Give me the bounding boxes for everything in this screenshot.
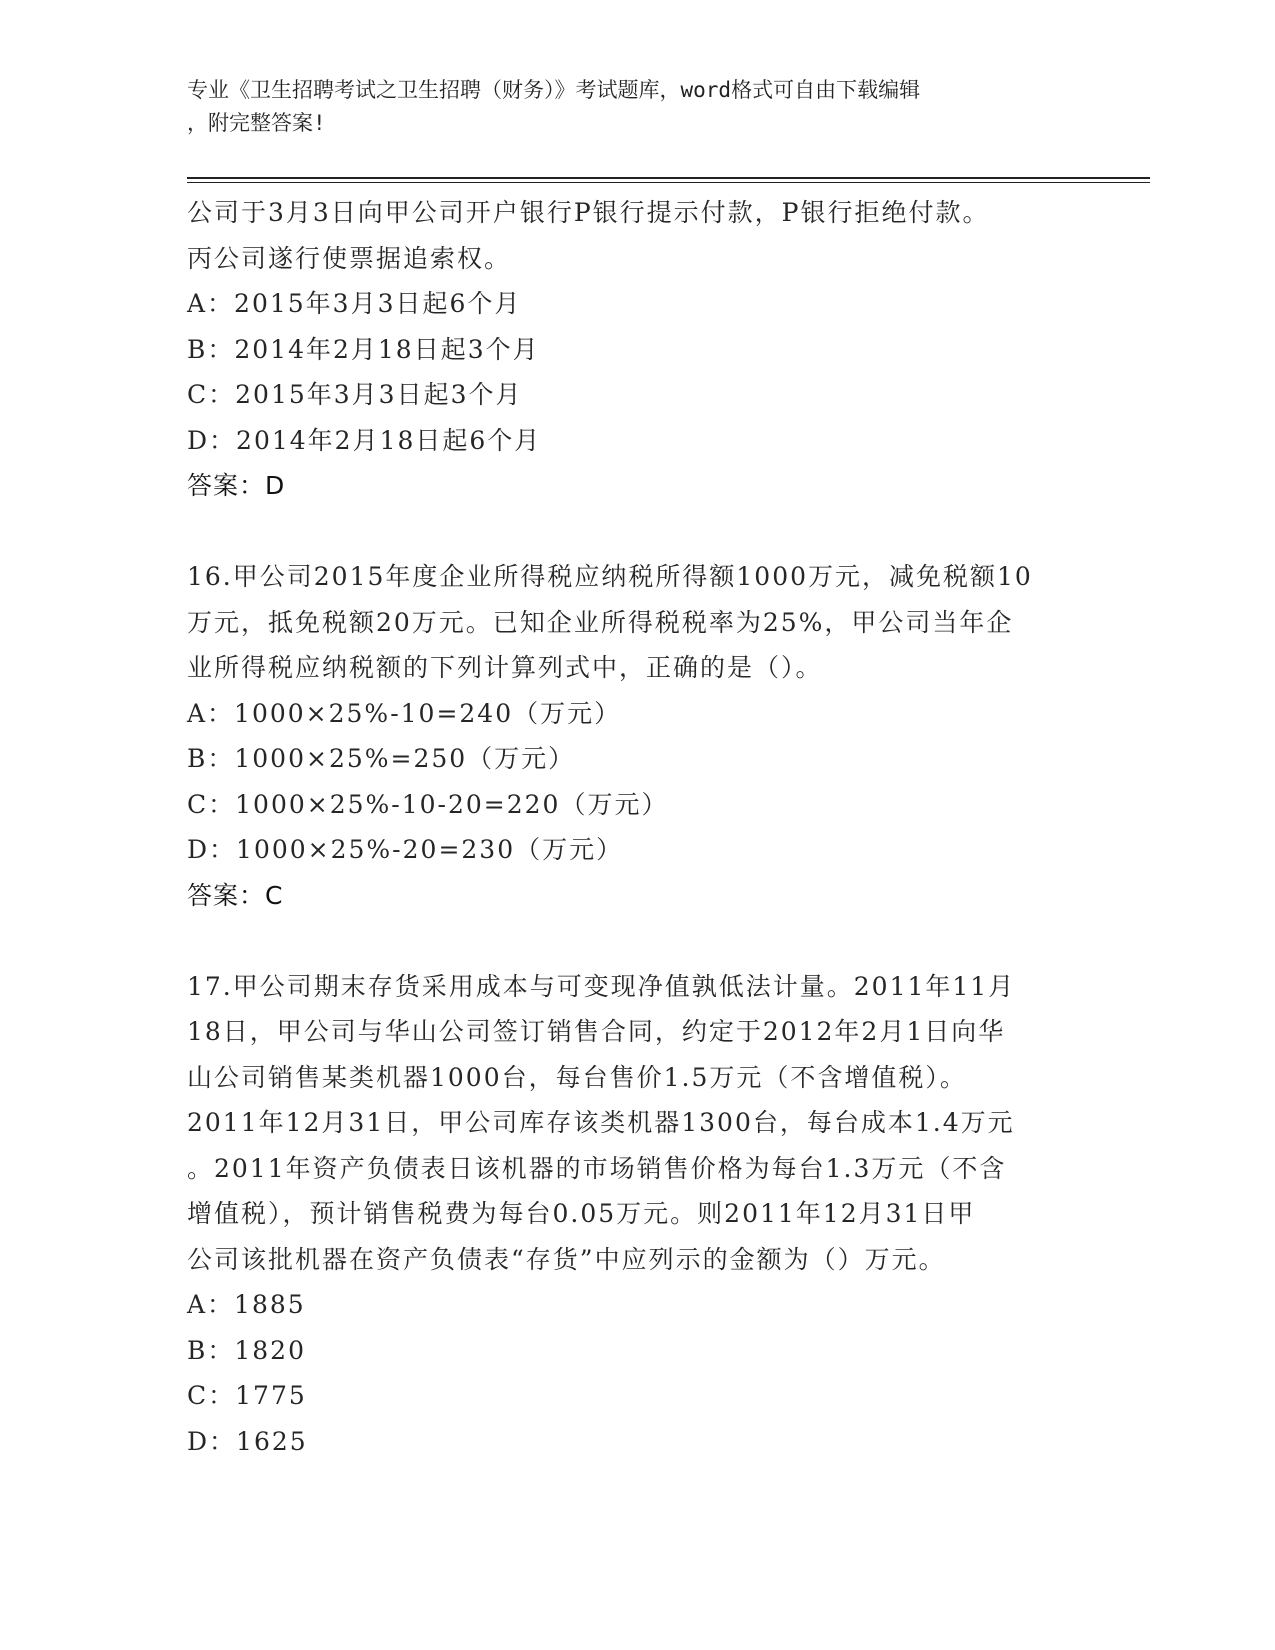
question-text-line: 公司该批机器在资产负债表“存货”中应列示的金额为（）万元。 <box>187 1244 946 1274</box>
question-15 <box>187 190 1087 509</box>
question-text-line: 17.甲公司期末存货采用成本与可变现净值孰低法计量。2011年11月 <box>187 971 1016 1001</box>
answer-line: 答案：D <box>187 471 286 500</box>
option-b: B：1000×25%=250（万元） <box>187 744 576 773</box>
spacer <box>187 509 1087 555</box>
header-line: ，附完整答案! <box>187 111 326 135</box>
question-content <box>187 190 1087 1464</box>
question-text-line: 。2011年资产负债表日该机器的市场销售价格为每台1.3万元（不含 <box>187 1153 1007 1183</box>
question-text-line: 山公司销售某类机器1000台，每台售价1.5万元（不含增值税）。 <box>187 1062 967 1092</box>
option-a: A：1000×25%-10=240（万元） <box>187 698 622 728</box>
option-d: D：1625 <box>187 1426 308 1456</box>
option-c: C：2015年3月3日起3个月 <box>187 380 523 409</box>
question-text-line: 丙公司遂行使票据追索权。 <box>187 243 512 273</box>
answer-line: 答案：C <box>187 880 284 910</box>
header-line: 专业《卫生招聘考试之卫生招聘（财务）》考试题库，word格式可自由下载编辑 <box>187 78 921 102</box>
question-text-line: 16.甲公司2015年度企业所得税应纳税所得额1000万元，减免税额10 <box>187 562 1033 591</box>
spacer <box>187 918 1087 964</box>
option-c: C：1000×25%-10-20=220（万元） <box>187 789 669 819</box>
question-text-line: 公司于3月3日向甲公司开户银行P银行提示付款，P银行拒绝付款。 <box>187 198 990 227</box>
option-a: A：1885 <box>187 1290 306 1319</box>
header-divider <box>187 177 1150 179</box>
question-17 <box>187 964 1087 1465</box>
option-b: B：2014年2月18日起3个月 <box>187 334 540 364</box>
option-d: D：2014年2月18日起6个月 <box>187 425 542 455</box>
document-header <box>187 74 1067 140</box>
question-16 <box>187 554 1087 918</box>
question-text-line: 2011年12月31日，甲公司库存该类机器1300台，每台成本1.4万元 <box>187 1108 1015 1137</box>
question-text-line: 增值税），预计销售税费为每台0.05万元。则2011年12月31日甲 <box>187 1199 976 1228</box>
question-text-line: 18日，甲公司与华山公司签订销售合同，约定于2012年2月1日向华 <box>187 1017 1006 1046</box>
header-divider-thin <box>187 182 1150 183</box>
option-c: C：1775 <box>187 1381 307 1410</box>
option-b: B：1820 <box>187 1335 306 1365</box>
question-text-line: 万元，抵免税额20万元。已知企业所得税税率为25%，甲公司当年企 <box>187 607 1014 637</box>
question-text-line: 业所得税应纳税额的下列计算列式中，正确的是（）。 <box>187 653 823 682</box>
option-d: D：1000×25%-20=230（万元） <box>187 835 624 864</box>
option-a: A：2015年3月3日起6个月 <box>187 289 522 318</box>
